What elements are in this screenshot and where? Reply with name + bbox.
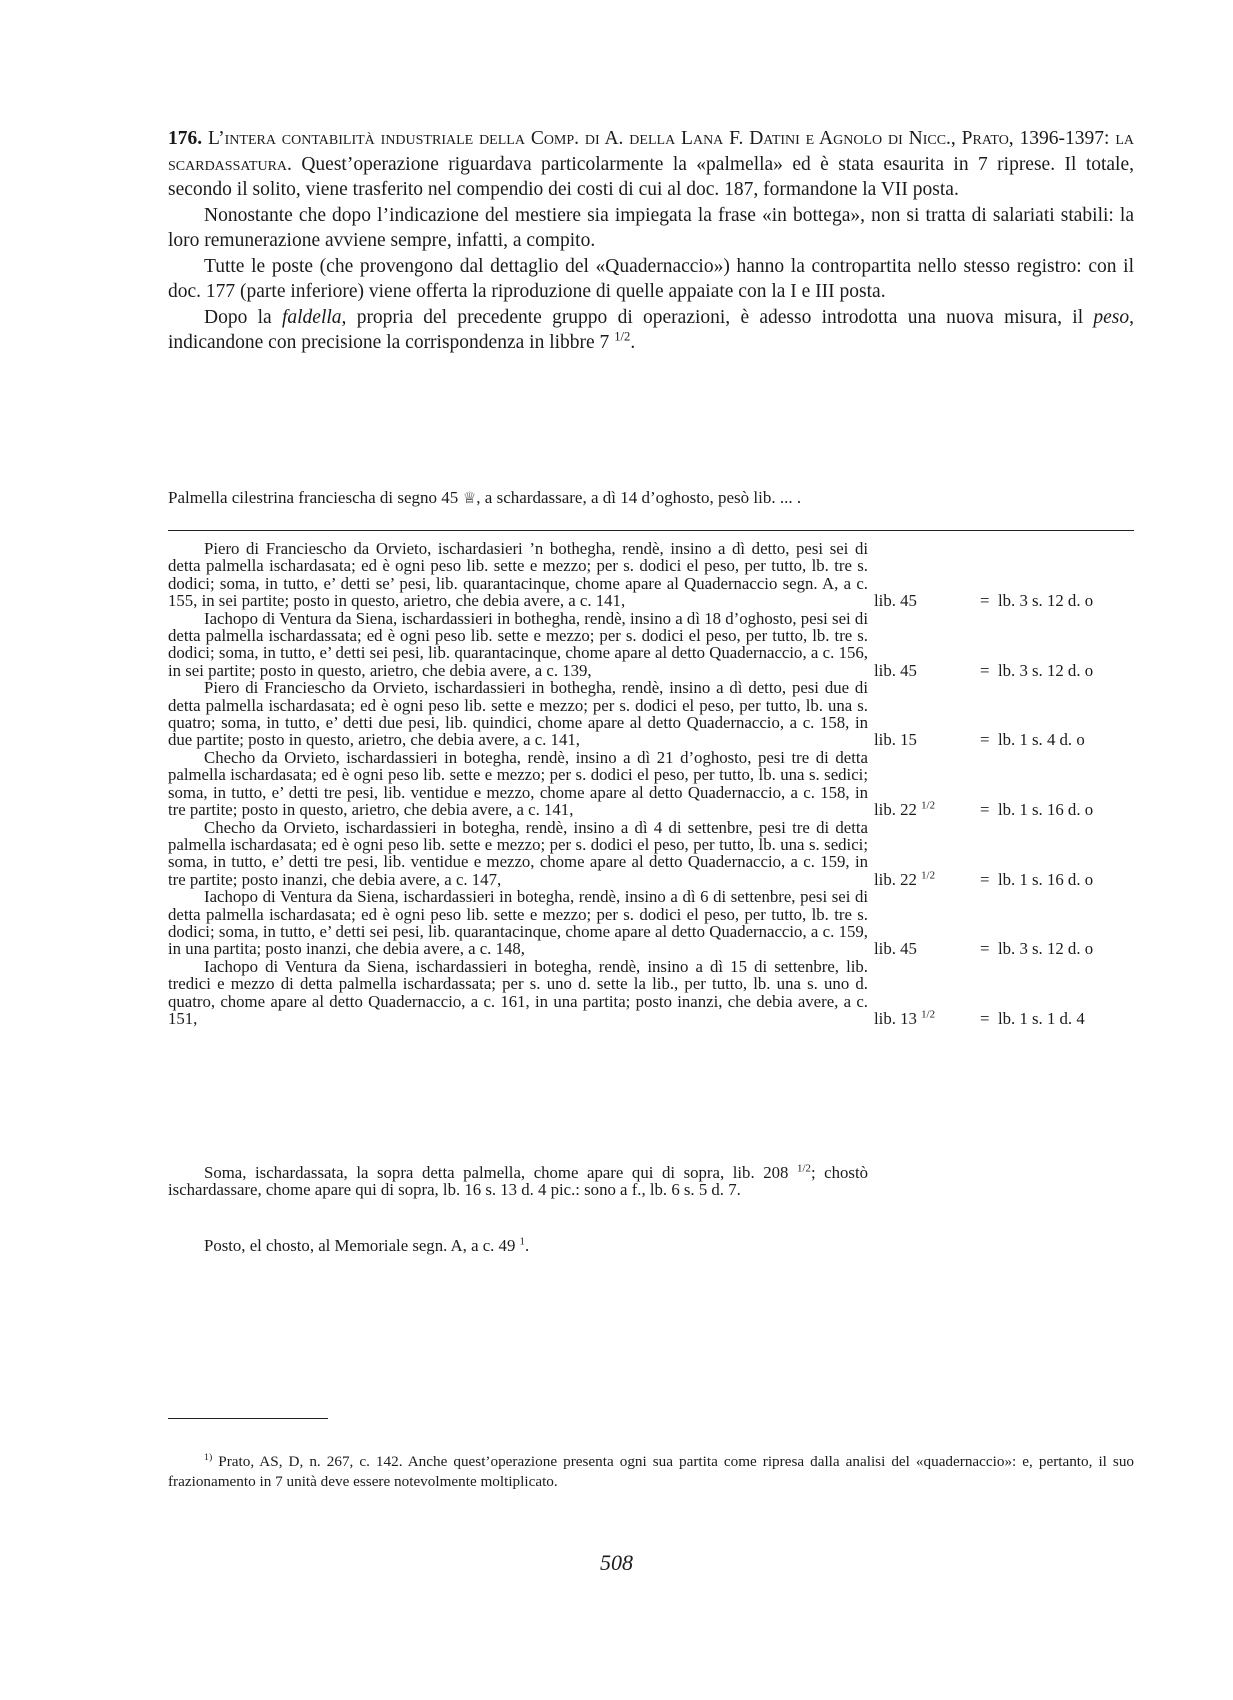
intro-paragraph-1-text: Quest’operazione riguardava particolarmente la «palmella» ed è stata esaurita in 7 riprese. Il totale, secondo il solito, viene trasferito nel compendio dei costi di cui al doc. 187, formandone la VII posta. <box>168 153 1135 200</box>
footnote-paragraph <box>168 1452 1134 1492</box>
p4-end: . <box>630 332 636 353</box>
ledger-entries <box>168 540 1134 1027</box>
intro-paragraph-1 <box>168 126 1134 203</box>
entry-weight-value: lib. 45 <box>874 591 917 611</box>
entry-weight <box>874 871 935 888</box>
equals-sign: = <box>980 800 990 820</box>
entry-text: Iachopo di Ventura da Siena, ischardassieri in bothegha, rendè, insino a dì 18 d’oghosto, pesi sei di detta palmella ischardassata; ed è ogni peso lib. sette e mezzo; per s. dodici el peso, per tutto, lb. tre s. dodici; soma, in tutto, e’ detti sei pesi, lib. quarantacinque, chome apare al detto Quadernaccio, a c. 156, in sei partite; posto in questo, arietro, che debia avere, a c. 139, <box>168 608 868 680</box>
posted-text: Posto, el chosto, al Memoriale segn. A, a c. 49 <box>204 1236 516 1255</box>
entry-weight <box>874 592 917 609</box>
fraction-half: 1/2 <box>614 329 631 344</box>
entry-weight-fraction: 1/2 <box>921 869 936 882</box>
footnote <box>168 1452 1134 1492</box>
page-number: 508 <box>600 1550 633 1575</box>
entry-weight <box>874 731 917 748</box>
ledger-header <box>168 487 1134 510</box>
entry-text: Iachopo di Ventura da Siena, ischardassieri in botegha, rendè, insino a dì 15 di settenbre, lib. tredici e mezzo di detta palmella ischardassata; per s. uno d. sette la lib., per tutto, lb. una s. uno d. quatro, chome apare al detto Quadernaccio, a c. 161, in una partita; posto inanzi, che debia avere, a c. 151, <box>168 956 868 1028</box>
ledger-entry <box>168 888 1134 958</box>
ledger-entry <box>168 540 1134 610</box>
entry-cost: lb. 1 s. 16 d. o <box>998 869 1094 889</box>
document-number: 176. <box>168 128 203 149</box>
equals-sign: = <box>980 591 990 611</box>
entry-weight-value: lib. 45 <box>874 939 917 959</box>
entry-text: Checho da Orvieto, ischardassieri in botegha, rendè, insino a dì 4 di settenbre, pesi tre di detta palmella ischardasata; ed è ogni peso lib. sette e mezzo; per s. dodici el peso, per tutto, lb. una s. sedici; soma, in tutto, e’ detti tre pesi, lib. ventidue e mezzo, chome apare al detto Quadernaccio, a c. 159, in tre partite; posto inanzi, che debia avere, a c. 147, <box>168 817 868 889</box>
entry-cost: lb. 3 s. 12 d. o <box>998 591 1094 611</box>
entry-weight <box>874 662 917 679</box>
ledger-entry <box>168 679 1134 749</box>
posted-line <box>168 1236 868 1256</box>
equals-sign: = <box>980 660 990 680</box>
entry-cost: lb. 1 s. 16 d. o <box>998 800 1094 820</box>
entry-cost: lb. 3 s. 12 d. o <box>998 660 1094 680</box>
equals-sign: = <box>980 730 990 750</box>
summary-text-b: ; chostò ischardassare, chome apare qui di sopra, lb. 16 s. 13 d. 4 pic.: sono a f., lb. 6 s. 5 d. 7. <box>168 1163 868 1200</box>
footnote-reference: 1 <box>519 1235 525 1248</box>
equals-sign: = <box>980 939 990 959</box>
summary-fraction: 1/2 <box>797 1162 811 1175</box>
entry-weight-value: lib. 15 <box>874 730 917 750</box>
posted-end: . <box>525 1236 530 1255</box>
entry-text: Iachopo di Ventura da Siena, ischardassieri in botegha, rendè, insino a dì 6 di settenbre, pesi sei di detta palmella ischardasata; ed è ogni peso lib. sette e mezzo; per s. dodici el peso, per tutto, lb. tre s. dodici; soma, in tutto, e’ detti sei pesi, lib. quarantacinque, chome apare al detto Quadernaccio, a c. 159, in una partita; posto inanzi, che debia avere, a c. 148, <box>168 887 868 959</box>
summary <box>168 1164 868 1199</box>
footnote-divider <box>168 1418 328 1419</box>
footnote-marker: 1) <box>204 1451 213 1463</box>
entry-cost: lb. 1 s. 1 d. 4 <box>998 1008 1085 1028</box>
ledger-entry <box>168 958 1134 1028</box>
header-text-b: , a schardassare, a dì 14 d’oghosto, pesò lib. ... . <box>476 488 802 507</box>
entry-weight-fraction: 1/2 <box>921 799 936 812</box>
p4-text-a: Dopo la <box>204 306 272 328</box>
header-divider <box>168 530 1134 531</box>
equals-sign: = <box>980 869 990 889</box>
entry-text: Piero di Franciescho da Orvieto, ischardassieri in bothegha, rendè, insino a dì detto, pesi due di detta palmella ischardasata; ed è ogni peso lib. sette e mezzo; per s. dodici el peso, per tutto, lb. una s. quatro; soma, in tutto, e’ detti due pesi, lib. quindici, chome apare al detto Quadernaccio, a c. 158, in due partite; posto in questo, arietro, che debia avere, a c. 141, <box>168 678 868 750</box>
intro-paragraph-3: Tutte le poste (che provengono dal dettaglio del «Quadernaccio») hanno la contropartita nello stesso registro: con il doc. 177 (parte inferiore) viene offerta la riproduzione di quelle appaiate con la I e III posta. <box>168 255 1134 302</box>
p4-text-b: , propria del precedente gruppo di operazioni, è adesso introdotta una nuova misura, il <box>341 306 1084 328</box>
p4-text-c: , indicandone con precisione la corrispondenza in libbre 7 <box>168 306 1135 353</box>
summary-paragraph <box>168 1164 868 1199</box>
entry-weight-value: lib. 45 <box>874 660 917 680</box>
entry-weight-value: lib. 22 <box>874 800 917 820</box>
merchant-seal-icon: ♕ <box>462 490 477 507</box>
entry-weight <box>874 1010 935 1027</box>
entry-text: Piero di Franciescho da Orvieto, ischardasieri ’n bothegha, rendè, insino a dì detto, pesi sei di detta palmella ischardasata; ed è ogni peso lib. sette e mezzo; per s. dodici el peso, per tutto, lb. tre s. dodici; soma, in tutto, e’ detti se’ pesi, lib. quarantacinque, chome apare al Quadernacciо segn. A, a c. 155, in sei partite; posto in questo, arietro, che debia avere, a c. 141, <box>168 539 868 611</box>
entry-weight-value: lib. 22 <box>874 869 917 889</box>
term-faldella: faldella <box>281 306 342 328</box>
entry-text: Checho da Orvieto, ischardassieri in botegha, rendè, insino a dì 21 d’oghosto, pesi tre di detta palmella ischardasata; ed è ogni peso lib. sette e mezzo; per s. dodici el peso, per tutto, lb. una s. sedici; soma, in tutto, e’ detti tre pesi, lib. ventidue e mezzo, chome apare al detto Quadernaccio, a c. 158, in tre partite; posto in questo, arietro, che debia avere, a c. 141, <box>168 747 868 820</box>
header-text-a: Palmella cilestrina franciescha di segno 45 <box>168 488 459 507</box>
ledger-entry <box>168 819 1134 889</box>
entry-weight <box>874 801 935 818</box>
summary-text-a: Soma, ischardassata, la sopra detta palmella, chome apare qui di sopra, lib. 208 <box>204 1163 789 1182</box>
document-title: L’intera contabilità industriale della Comp. di A. della Lana F. Datini e Agnolo di Nicc., Prato, 1396-1397: la scardassatura. <box>168 128 1134 175</box>
intro-paragraph-2: Nonostante che dopo l’indicazione del mestiere sia impiegata la frase «in bottega», non si tratta di salariati stabili: la loro remunerazione avviene sempre, infatti, a compito. <box>168 204 1134 251</box>
entry-weight <box>874 940 917 957</box>
ledger-entry <box>168 610 1134 680</box>
entry-cost: lb. 1 s. 4 d. o <box>998 730 1085 750</box>
entry-weight-fraction: 1/2 <box>921 1008 936 1021</box>
intro-paragraph-4 <box>168 305 1134 356</box>
entry-cost: lb. 3 s. 12 d. o <box>998 939 1094 959</box>
ledger-entry <box>168 749 1134 819</box>
footnote-text: Prato, AS, D, n. 267, c. 142. Anche quest’operazione presenta ogni sua partita come ripresa dalla analisi del «quadernaccio»: e, pertanto, il suo frazionamento in 7 unità deve essere notevolmente moltiplicato. <box>168 1453 1135 1490</box>
intro-section <box>168 126 1134 356</box>
term-peso: peso <box>1093 306 1130 328</box>
equals-sign: = <box>980 1008 990 1028</box>
entry-weight-value: lib. 13 <box>874 1008 917 1028</box>
